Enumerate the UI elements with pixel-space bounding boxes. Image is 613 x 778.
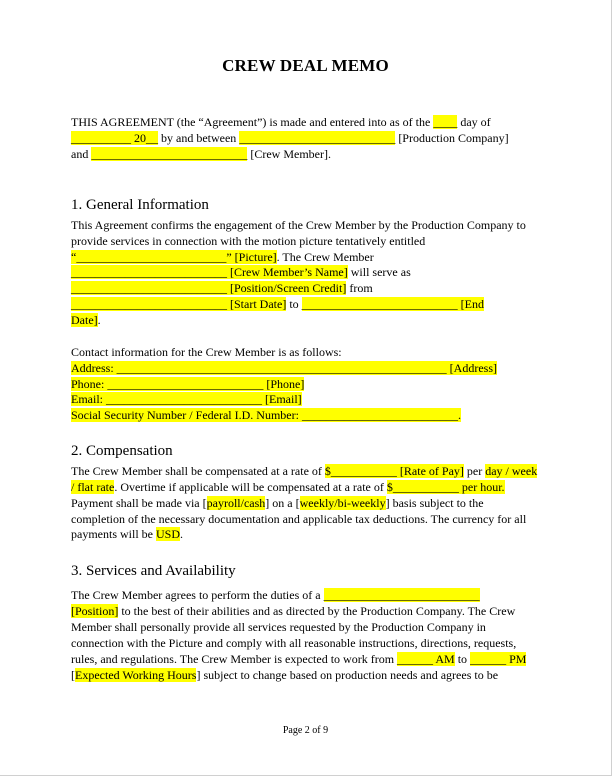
s2-line xyxy=(71,526,183,542)
section-3-heading: 3. Services and Availability xyxy=(71,563,236,579)
s1-text: from xyxy=(346,281,373,295)
position-field-label[interactable]: [Position] xyxy=(71,604,119,618)
end-date-field[interactable]: __________________________ [End xyxy=(301,297,484,311)
intro-line-2 xyxy=(71,130,509,146)
s2-line xyxy=(71,495,484,511)
s2-text: ] basis subject to the xyxy=(385,496,484,510)
payment-frequency-field[interactable]: weekly/bi-weekly xyxy=(299,496,386,510)
s1-text: will serve as xyxy=(347,265,411,279)
s3-line xyxy=(71,667,498,683)
s3-text: The Crew Member agrees to perform the duties of a xyxy=(71,588,324,602)
email-line xyxy=(71,391,302,407)
working-hours-field[interactable]: Expected Working Hours xyxy=(75,668,197,682)
s3-text: rules, and regulations. The Crew Member is expected to work from xyxy=(71,652,398,666)
page-number: Page 2 of 9 xyxy=(282,725,329,736)
document-title: CREW DEAL MEMO xyxy=(222,56,389,75)
s3-text: [ xyxy=(71,668,75,682)
s2-line xyxy=(71,479,505,495)
picture-field[interactable]: “_________________________” [Picture] xyxy=(71,250,277,264)
day-field[interactable]: ____ xyxy=(433,115,458,129)
s1-text: to xyxy=(286,297,302,311)
s2-text: . Overtime if applicable will be compensated at a rate of xyxy=(114,480,387,494)
intro-line-3 xyxy=(71,146,331,162)
overtime-rate-field[interactable]: $___________ per hour. xyxy=(386,480,505,494)
s1-paragraph-line xyxy=(71,280,373,296)
payment-method-field[interactable]: payroll/cash xyxy=(206,496,266,510)
intro-line-1 xyxy=(71,114,491,130)
currency-field[interactable]: USD xyxy=(155,527,180,541)
s1-paragraph-line xyxy=(71,312,101,328)
s2-line xyxy=(71,463,537,479)
start-time-field[interactable]: ______ AM xyxy=(397,652,455,666)
s2-text: The Crew Member shall be compensated at a rate of xyxy=(71,464,325,478)
intro-text: day of xyxy=(457,115,491,129)
pay-period-field[interactable]: day / week xyxy=(485,464,538,478)
crew-member-field[interactable]: __________________________ xyxy=(91,147,248,161)
intro-text: [Crew Member]. xyxy=(247,147,331,161)
ssn-line xyxy=(71,407,461,423)
s3-line xyxy=(71,651,526,667)
s3-text: ] subject to change based on production needs and agrees to be xyxy=(196,668,499,682)
s3-text: to the best of their abilities and as directed by the Production Company. The Crew xyxy=(118,604,516,618)
address-line xyxy=(71,360,497,376)
s1-paragraph-line: This Agreement confirms the engagement of the Crew Member by the Production Company to xyxy=(71,218,526,232)
section-2-heading: 2. Compensation xyxy=(71,443,173,459)
s3-line xyxy=(71,587,480,603)
end-date-field-cont[interactable]: Date] xyxy=(71,313,98,327)
intro-text: and xyxy=(71,147,92,161)
s3-line xyxy=(71,603,515,619)
email-field[interactable]: Email: __________________________ [Email] xyxy=(71,392,302,406)
phone-line xyxy=(71,376,304,392)
s2-text: payments will be xyxy=(71,527,156,541)
intro-text: by and between xyxy=(158,131,240,145)
s2-text: ] on a [ xyxy=(265,496,300,510)
s1-paragraph-line: provide services in connection with the motion picture tentatively entitled xyxy=(71,234,426,248)
phone-field[interactable]: Phone: __________________________ [Phone] xyxy=(71,377,305,391)
s3-line: Member shall personally provide all services requested by the Production Company in xyxy=(71,620,486,634)
s1-text: . xyxy=(97,313,101,327)
s2-text: . xyxy=(180,527,183,541)
pay-period-field-cont[interactable]: / flat rate xyxy=(71,480,115,494)
month-year-field[interactable]: __________ 20__ xyxy=(71,131,158,145)
position-credit-field[interactable]: __________________________ [Position/Screen Credit] xyxy=(71,281,347,295)
production-company-field[interactable]: __________________________ xyxy=(239,131,396,145)
s2-text: Payment shall be made via [ xyxy=(71,496,207,510)
s1-paragraph-line xyxy=(71,249,374,265)
s1-text: . The Crew Member xyxy=(276,250,374,264)
section-1-heading: 1. General Information xyxy=(71,197,209,213)
s2-text: per xyxy=(463,464,486,478)
contact-intro: Contact information for the Crew Member is as follows: xyxy=(71,345,342,359)
s3-line: connection with the Picture and comply with all reasonable instructions, directions, requests, xyxy=(71,636,517,650)
ssn-field[interactable]: Social Security Number / Federal I.D. Number: __________________________. xyxy=(71,408,461,422)
s1-paragraph-line xyxy=(71,296,484,312)
address-field[interactable]: Address: _______________________________________________________ [Address] xyxy=(71,361,497,375)
end-time-field[interactable]: ______ PM xyxy=(470,652,527,666)
intro-text: THIS AGREEMENT (the “Agreement”) is made and entered into as of the xyxy=(71,115,434,129)
s2-line: completion of the necessary documentation and applicable tax deductions. The currency for all xyxy=(71,512,527,526)
rate-of-pay-field[interactable]: $___________ [Rate of Pay] xyxy=(324,464,464,478)
intro-text: [Production Company] xyxy=(395,131,509,145)
position-field[interactable]: __________________________ xyxy=(323,588,480,602)
s3-text: to xyxy=(454,652,471,666)
start-date-field[interactable]: __________________________ [Start Date] xyxy=(71,297,287,311)
s1-paragraph-line xyxy=(71,264,411,280)
crew-name-field[interactable]: __________________________ [Crew Member’s Name] xyxy=(71,265,348,279)
